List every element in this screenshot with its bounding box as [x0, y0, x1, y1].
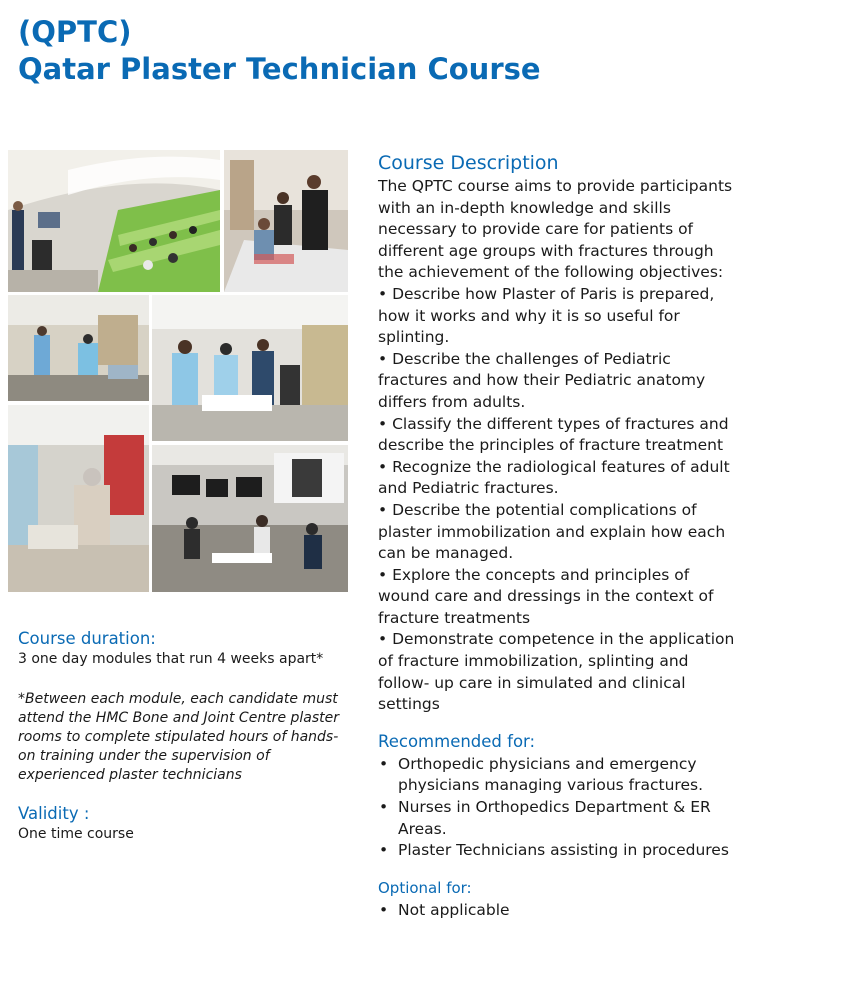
duration-note: *Between each module, each candidate must attend the HMC Bone and Joint Centre plaster rooms to complete stipulated hours of hands-on training under the supervision of experienced plaster technicians	[18, 691, 340, 783]
description-intro: The QPTC course aims to provide participants with an in-depth knowledge and skills necessary to provide care for patients of different age groups with fractures through the achievement of the following objectives:	[378, 177, 733, 282]
validity-text: One time course	[18, 826, 134, 842]
list-item: • Nurses in Orthopedics Department & ER Areas.	[378, 797, 738, 840]
objective-item: • Recognize the radiological features of adult and Pediatric fractures.	[378, 457, 730, 498]
duration-heading: Course duration:	[18, 629, 156, 648]
recommended-section	[378, 730, 738, 862]
photo-collage	[8, 150, 348, 592]
optional-heading: Optional for:	[378, 878, 472, 897]
objective-item: • Describe the potential complications of plaster immobilization and explain how each can be managed.	[378, 500, 726, 563]
lecture-hall-photo	[8, 150, 220, 292]
gowned-training-photo	[152, 295, 348, 441]
page-title	[18, 14, 541, 88]
optional-section	[378, 876, 738, 922]
objectives-list	[378, 284, 738, 716]
list-item: • Orthopedic physicians and emergency physicians managing various fractures.	[378, 754, 738, 797]
course-description	[378, 151, 738, 921]
title-acronym: (QPTC)	[18, 15, 132, 49]
course-info	[18, 628, 348, 844]
xray-classroom-photo	[152, 445, 348, 592]
duration-text: 3 one day modules that run 4 weeks apart*	[18, 651, 324, 667]
clinical-room-photo	[8, 295, 149, 401]
list-item: • Plaster Technicians assisting in procedures	[378, 840, 738, 862]
objective-item: • Describe how Plaster of Paris is prepared, how it works and why it is so useful for splinting.	[378, 284, 715, 347]
recommended-heading: Recommended for:	[378, 731, 536, 751]
list-item: • Not applicable	[378, 900, 738, 922]
recommended-list	[378, 754, 738, 862]
title-full: Qatar Plaster Technician Course	[18, 52, 541, 86]
workshop-table-photo	[224, 150, 348, 292]
optional-list	[378, 900, 738, 922]
objective-item: • Demonstrate competence in the application of fracture immobilization, splinting and follow- up care in simulated and clinical settings	[378, 630, 735, 714]
plaster-room-photo	[8, 405, 149, 592]
objective-item: • Describe the challenges of Pediatric fractures and how their Pediatric anatomy differs from adults.	[378, 349, 706, 411]
description-heading: Course Description	[378, 152, 559, 174]
validity-heading: Validity :	[18, 804, 90, 823]
objective-item: • Explore the concepts and principles of wound care and dressings in the context of fracture treatments	[378, 565, 714, 627]
objective-item: • Classify the different types of fractures and describe the principles of fracture treatment	[378, 414, 729, 455]
